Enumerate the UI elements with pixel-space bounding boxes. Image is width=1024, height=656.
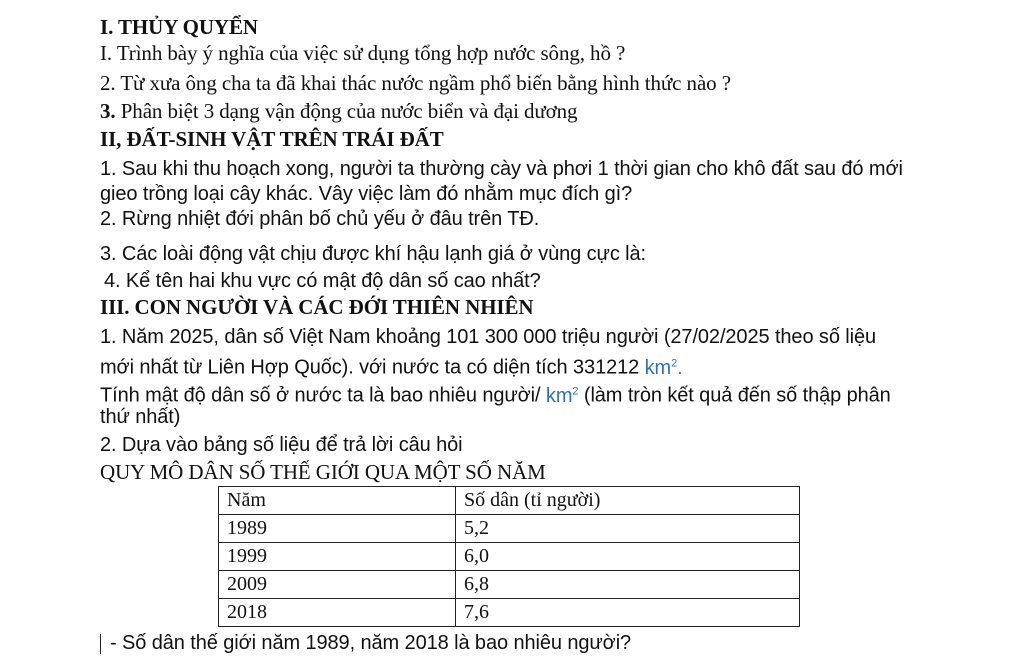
table-cell-population: 5,2 bbox=[456, 515, 800, 543]
section-3-title: III. CON NGƯỜI VÀ CÁC ĐỚI THIÊN NHIÊN bbox=[100, 295, 534, 319]
section-2-question-3: 3. Các loài động vật chịu được khí hậu lạnh giá ở vùng cực là: bbox=[100, 243, 647, 265]
table-row bbox=[219, 571, 800, 599]
table-cell-year: 1989 bbox=[219, 515, 456, 543]
section-3-question-2: 2. Dựa vào bảng số liệu để trả lời câu hỏi bbox=[100, 434, 463, 456]
table-header-year: Năm bbox=[219, 487, 456, 515]
table-header-row bbox=[219, 487, 800, 515]
section-3-question-1-line-2 bbox=[100, 350, 683, 381]
section-2-question-1-line-1: 1. Sau khi thu hoạch xong, người ta thường cày và phơi 1 thời gian cho khô đất sau đó mới bbox=[100, 158, 903, 180]
footer-question-text: Số dân thế giới năm 1989, năm 2018 là bao nhiêu người? bbox=[122, 632, 632, 654]
section-1-question-3 bbox=[100, 98, 577, 124]
section-2-question-2: 2. Rừng nhiệt đới phân bố chủ yếu ở đâu trên TĐ. bbox=[100, 208, 540, 230]
section-1-title: I. THỦY QUYỂN bbox=[100, 15, 258, 39]
table-row bbox=[219, 599, 800, 627]
table-cell-population: 7,6 bbox=[456, 599, 800, 627]
table-title: QUY MÔ DÂN SỐ THẾ GIỚI QUA MỘT SỐ NĂM bbox=[100, 460, 546, 484]
section-3-question-1-line-4: thứ nhất) bbox=[100, 406, 181, 428]
section-3-question-1-line-3 bbox=[100, 378, 891, 409]
table-cell-year: 2009 bbox=[219, 571, 456, 599]
table-row bbox=[219, 543, 800, 571]
footer-question bbox=[110, 630, 631, 656]
q1-line-2-text: mới nhất từ Liên Hợp Quốc). với nước ta có diện tích 331212 bbox=[100, 356, 645, 379]
section-2-question-1-line-2: gieo trồng loại cây khác. Vây việc làm đó nhằm mục đích gì? bbox=[100, 183, 633, 205]
question-3-number: 3. bbox=[100, 99, 116, 123]
section-1-question-1: I. Trình bày ý nghĩa của việc sử dụng tổng hợp nước sông, hồ ? bbox=[100, 41, 626, 65]
footer-dash: - bbox=[110, 632, 123, 654]
population-table bbox=[218, 486, 800, 627]
unit-km2: $km^2$. bbox=[644, 356, 683, 379]
text-cursor-bar bbox=[100, 634, 101, 654]
section-1-question-2: 2. Từ xưa ông cha ta đã khai thác nước ngầm phổ biến bằng hình thức nào ? bbox=[100, 71, 731, 95]
table-cell-year: 2018 bbox=[219, 599, 456, 627]
table-row bbox=[219, 515, 800, 543]
section-2-title: II, ĐẤT-SINH VẬT TRÊN TRÁI ĐẤT bbox=[100, 127, 444, 151]
section-3-question-1-line-1: 1. Năm 2025, dân số Việt Nam khoảng 101 300 000 triệu người (27/02/2025 theo số liệu bbox=[100, 326, 877, 348]
table-header-population: Số dân (tỉ người) bbox=[456, 487, 800, 515]
q1-line-3-rest: (làm tròn kết quả đến số thập phân bbox=[578, 384, 891, 407]
table-cell-population: 6,8 bbox=[456, 571, 800, 599]
table-cell-population: 6,0 bbox=[456, 543, 800, 571]
question-3-text: Phân biệt 3 dạng vận động của nước biển và đại dương bbox=[115, 99, 578, 123]
table-cell-year: 1999 bbox=[219, 543, 456, 571]
unit-km2-inline: $km^2$ bbox=[545, 384, 579, 407]
section-2-question-4: 4. Kể tên hai khu vực có mật độ dân số cao nhất? bbox=[104, 270, 541, 292]
q1-line-3-text: Tính mật độ dân số ở nước ta là bao nhiêu người/ bbox=[100, 384, 546, 407]
